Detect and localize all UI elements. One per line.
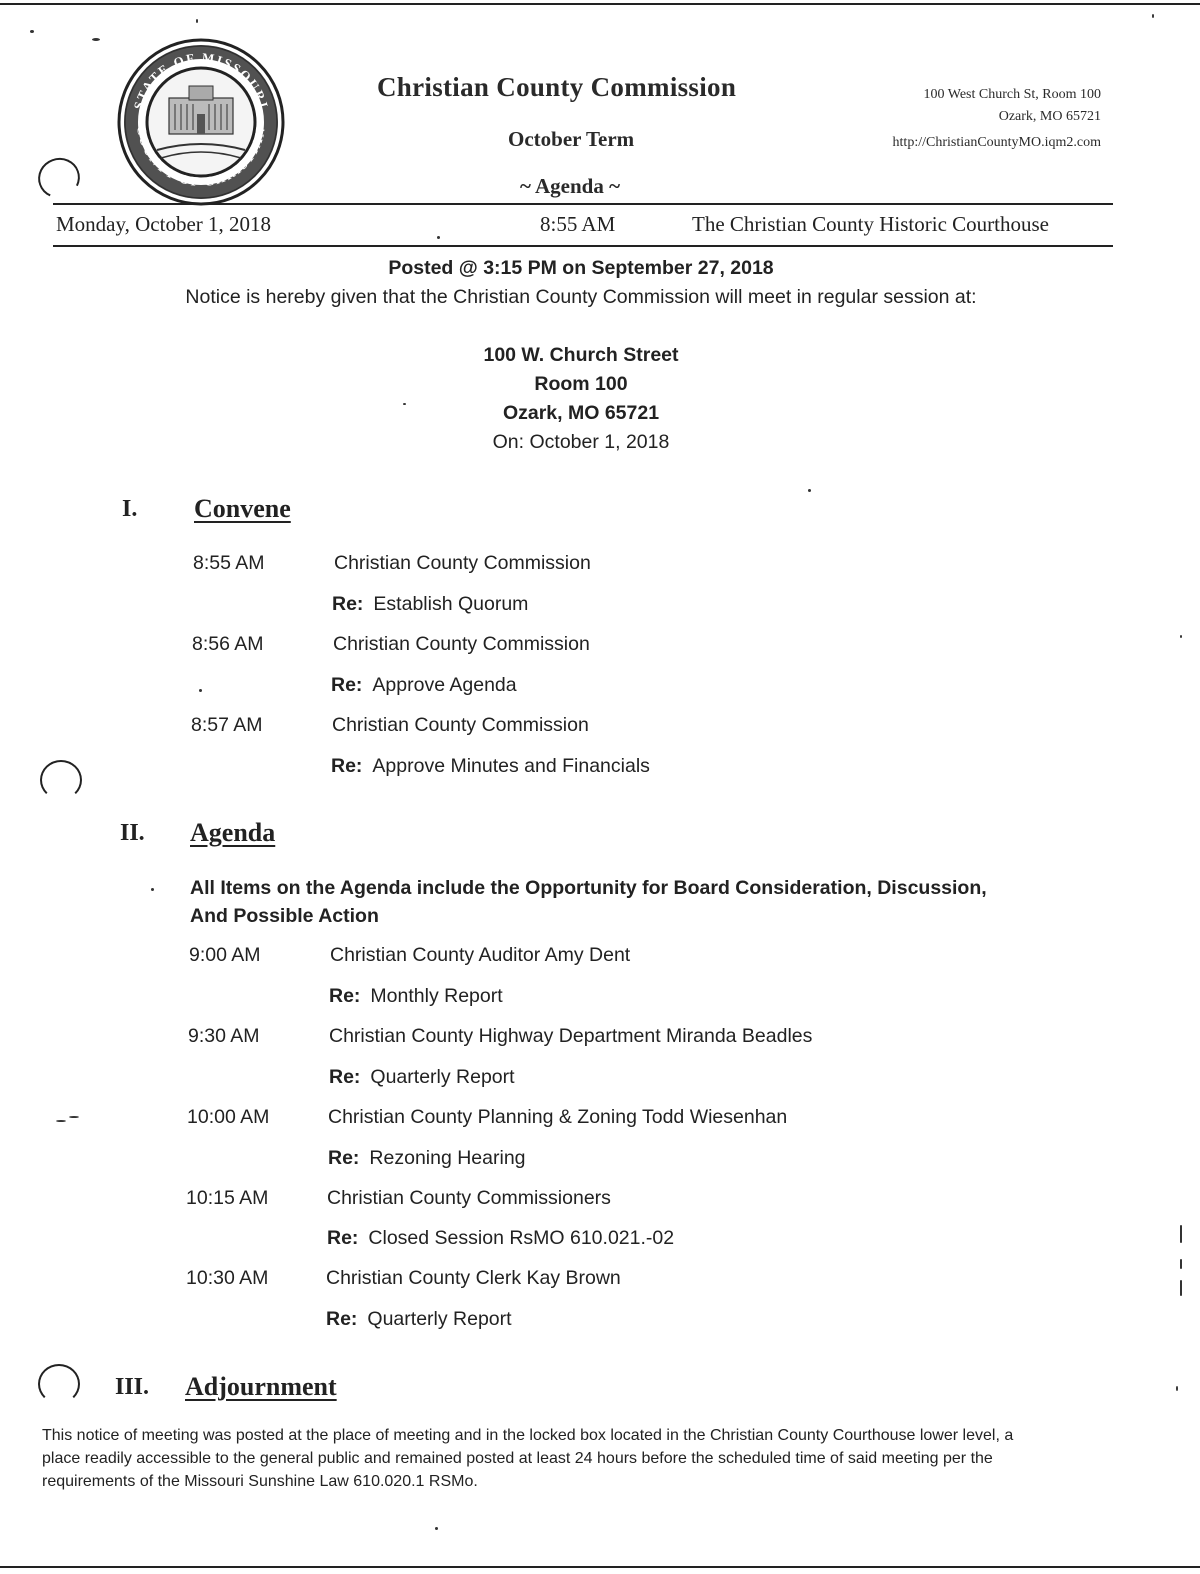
scan-speck — [1180, 1225, 1182, 1243]
re-label: Re: — [326, 1308, 358, 1330]
re-text: Approve Minutes and Financials — [372, 755, 650, 777]
commission-title: Christian County Commission — [377, 72, 737, 102]
scan-speck — [56, 1120, 66, 1122]
notice-city: Ozark, MO 65721 — [502, 402, 660, 424]
posted-notice: Posted @ 3:15 PM on September 27, 2018 — [388, 257, 774, 279]
scan-speck — [1180, 1259, 1182, 1269]
re-label: Re: — [331, 674, 363, 696]
scan-speck — [1180, 635, 1182, 638]
meeting-time: 8:55 AM — [540, 212, 616, 236]
notice-on-date: On: October 1, 2018 — [492, 431, 670, 453]
section-title-agenda: Agenda — [190, 818, 276, 847]
agenda-item-presenter: Christian County Highway Department Miranda Beadles — [329, 1025, 813, 1047]
scan-speck — [1176, 1386, 1178, 1391]
header-rule-bottom — [53, 245, 1113, 247]
posting-notice-footer: This notice of meeting was posted at the place of meeting and in the locked box located in the Christian County Courthouse lower level, a place readily accessible to the general public and remained posted at least 24 hours before the scheduled time of said meeting per the requirements of the Missouri Sunshine Law 610.020.1 RSMo. — [42, 1427, 1014, 1490]
scan-speck — [403, 403, 406, 405]
agenda-item-presenter: Christian County Auditor Amy Dent — [330, 944, 631, 966]
section-numeral-agenda: II. — [120, 820, 145, 846]
top-border — [0, 3, 1200, 5]
address-line-2: Ozark, MO 65721 — [998, 109, 1101, 124]
agenda-item-time: 9:30 AM — [188, 1025, 260, 1047]
scan-speck — [808, 489, 811, 492]
re-text: Quarterly Report — [370, 1066, 515, 1088]
convene-item-re — [331, 674, 517, 697]
re-label: Re: — [329, 1066, 361, 1088]
notice-intro: Notice is hereby given that the Christian County Commission will meet in regular session at: — [185, 286, 977, 308]
convene-item-time: 8:55 AM — [193, 552, 265, 574]
agenda-heading: ~ Agenda ~ — [520, 174, 621, 198]
meeting-date: Monday, October 1, 2018 — [56, 212, 272, 236]
agenda-item-re — [327, 1227, 674, 1250]
website-link[interactable]: http://ChristianCountyMO.iqm2.com — [892, 135, 1101, 150]
convene-item-presenter: Christian County Commission — [332, 714, 589, 736]
county-seal — [117, 38, 285, 206]
scan-speck — [92, 38, 100, 41]
agenda-item-presenter: Christian County Clerk Kay Brown — [326, 1267, 621, 1289]
re-label: Re: — [331, 755, 363, 777]
agenda-item-re — [328, 1147, 526, 1170]
agenda-item-time: 10:15 AM — [186, 1187, 269, 1209]
section-numeral-adjournment: III. — [115, 1374, 150, 1400]
svg-text:COUNTY OF CHRISTIAN: COUNTY OF CHRISTIAN — [133, 124, 269, 190]
scan-speck — [437, 236, 440, 239]
section-title-convene: Convene — [194, 494, 291, 523]
convene-item-re — [332, 593, 528, 616]
convene-item-time: 8:57 AM — [191, 714, 263, 736]
re-text: Approve Agenda — [372, 674, 517, 696]
scan-speck — [1152, 14, 1154, 18]
agenda-item-time: 9:00 AM — [189, 944, 261, 966]
re-text: Quarterly Report — [367, 1308, 512, 1330]
scan-speck — [199, 689, 202, 692]
meeting-location: The Christian County Historic Courthouse — [692, 212, 1049, 236]
re-label: Re: — [328, 1147, 360, 1169]
scan-speck — [151, 888, 154, 891]
agenda-item-presenter: Christian County Commissioners — [327, 1187, 611, 1209]
convene-item-re — [331, 755, 650, 778]
re-text: Establish Quorum — [373, 593, 529, 615]
agenda-item-re — [329, 985, 503, 1008]
svg-text:STATE OF MISSOURI: STATE OF MISSOURI — [130, 49, 272, 112]
re-text: Closed Session RsMO 610.021.-02 — [368, 1227, 675, 1249]
convene-item-time: 8:56 AM — [192, 633, 264, 655]
agenda-item-time: 10:30 AM — [186, 1267, 269, 1289]
section-numeral-convene: I. — [122, 496, 138, 522]
term-label: October Term — [508, 127, 635, 151]
agenda-item-re — [326, 1308, 512, 1331]
agenda-item-time: 10:00 AM — [187, 1106, 270, 1128]
re-label: Re: — [327, 1227, 359, 1249]
agenda-note-line-2: And Possible Action — [190, 905, 379, 927]
agenda-item-re — [329, 1066, 515, 1089]
section-title-adjournment: Adjournment — [185, 1372, 337, 1401]
notice-room: Room 100 — [534, 373, 628, 395]
scan-speck — [196, 19, 198, 23]
bottom-border — [0, 1566, 1200, 1568]
scan-speck — [1180, 1280, 1182, 1296]
re-label: Re: — [332, 593, 364, 615]
scan-speck — [435, 1527, 438, 1530]
re-text: Monthly Report — [370, 985, 503, 1007]
header-rule-top — [53, 203, 1113, 205]
binder-hole — [32, 152, 85, 204]
scan-speck — [69, 1116, 79, 1118]
binder-hole — [40, 760, 82, 800]
binder-hole — [38, 1364, 80, 1404]
notice-street: 100 W. Church Street — [483, 344, 679, 366]
convene-item-presenter: Christian County Commission — [334, 552, 591, 574]
scan-speck — [30, 30, 34, 33]
agenda-note-line-1: All Items on the Agenda include the Opportunity for Board Consideration, Discussion, — [190, 877, 987, 899]
re-text: Rezoning Hearing — [369, 1147, 526, 1169]
address-line-1: 100 West Church St, Room 100 — [923, 87, 1101, 102]
re-label: Re: — [329, 985, 361, 1007]
convene-item-presenter: Christian County Commission — [333, 633, 590, 655]
agenda-item-presenter: Christian County Planning & Zoning Todd Wiesenhan — [328, 1106, 788, 1128]
